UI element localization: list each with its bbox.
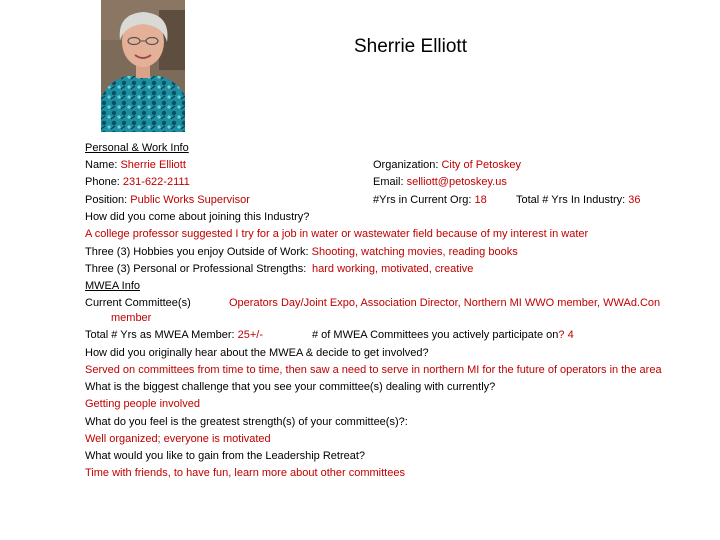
member-years-value: 25+/- (237, 329, 264, 341)
question-biggest-challenge: What is the biggest challenge that you see your committee(s) dealing with currently? (85, 381, 496, 393)
committee-label: Current Committee(s) (85, 297, 191, 309)
name-value: Sherrie Elliott (120, 159, 186, 171)
name-label: Name: (85, 159, 121, 171)
strengths-row (85, 263, 306, 276)
organization-value: City of Petoskey (441, 159, 521, 171)
name-row (85, 159, 186, 172)
question-leadership-retreat: What would you like to gain from the Leadership Retreat? (85, 450, 366, 462)
hobbies-label: Three (3) Hobbies you enjoy Outside of Work: (85, 246, 312, 258)
position-row (85, 194, 250, 207)
question-hear-about: How did you originally hear about the MWEA & decide to get involved? (85, 347, 429, 359)
answer-leadership-retreat: Time with friends, to have fun, learn more about other committees (85, 467, 405, 479)
years-in-org-value: 18 (474, 194, 487, 206)
email-row (373, 176, 507, 189)
question-greatest-strength: What do you feel is the greatest strength(s) of your committee(s)?: (85, 416, 408, 428)
committees-count-value: ? 4 (558, 329, 574, 341)
email-label: Email: (373, 176, 407, 188)
strengths-value: hard working, motivated, creative (312, 263, 474, 275)
position-label: Position: (85, 194, 131, 206)
phone-row (85, 176, 190, 189)
question-joining-industry: How did you come about joining this Industry? (85, 211, 310, 223)
years-in-org-row (373, 194, 487, 207)
answer-greatest-strength: Well organized; everyone is motivated (85, 433, 271, 445)
profile-photo (101, 0, 185, 132)
answer-hear-about: Served on committees from time to time, then saw a need to serve in northern MI for the future of operators in the area (85, 364, 662, 376)
position-value: Public Works Supervisor (130, 194, 250, 206)
hobbies-row (85, 246, 518, 259)
years-in-org-label: #Yrs in Current Org: (373, 194, 475, 206)
email-value: selliott@petoskey.us (406, 176, 507, 188)
strengths-label: Three (3) Personal or Professional Strengths: (85, 263, 307, 275)
answer-biggest-challenge: Getting people involved (85, 398, 200, 410)
committees-count-row (312, 329, 574, 342)
phone-label: Phone: (85, 176, 123, 188)
hobbies-value: Shooting, watching movies, reading books (311, 246, 518, 258)
page-title: Sherrie Elliott (354, 36, 467, 57)
committee-value-continued: member (111, 312, 152, 324)
committee-value: Operators Day/Joint Expo, Association Director, Northern MI WWO member, WWAd.Con (229, 297, 661, 309)
committees-count-label: # of MWEA Committees you actively participate on (312, 329, 559, 341)
answer-joining-industry: A college professor suggested I try for a job in water or wastewater field because of my interest in water (85, 228, 589, 240)
organization-label: Organization: (373, 159, 442, 171)
years-in-industry-label: Total # Yrs In Industry: (516, 194, 629, 206)
organization-row (373, 159, 521, 172)
personal-info-heading: Personal & Work Info (85, 142, 189, 154)
phone-value: 231-622-2111 (122, 176, 190, 188)
member-years-row (85, 329, 263, 342)
mwea-info-heading: MWEA Info (85, 280, 141, 292)
member-years-label: Total # Yrs as MWEA Member: (85, 329, 238, 341)
years-in-industry-value: 36 (628, 194, 641, 206)
years-in-industry-row (516, 194, 641, 207)
